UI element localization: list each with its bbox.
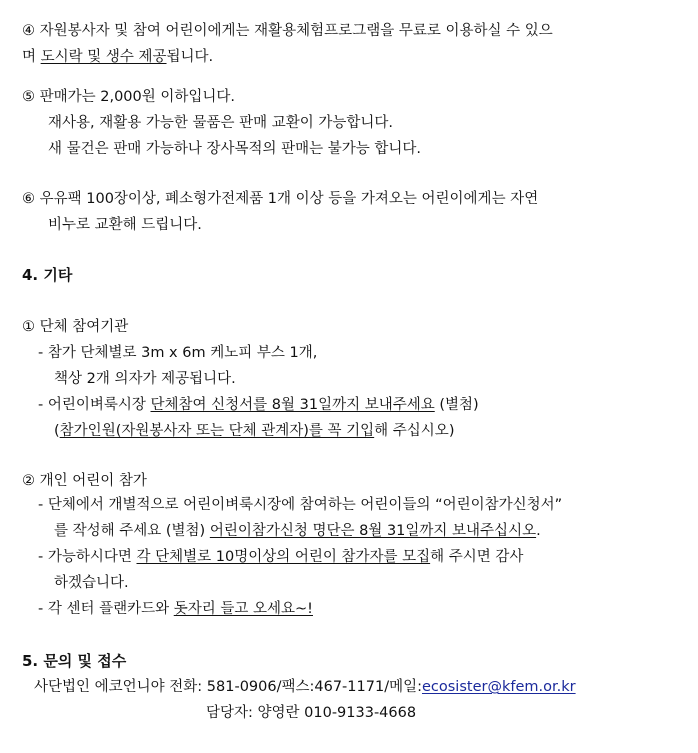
item5-line3: 새 물건은 판매 가능하나 장사목적의 판매는 불가능 합니다. bbox=[48, 141, 422, 157]
individual-bullet2-pre: - 가능하시다면 bbox=[38, 549, 137, 565]
item4-line2-post: 됩니다. bbox=[166, 49, 214, 65]
group-bullet2-line2 bbox=[54, 422, 454, 440]
group-title: ① 단체 참여기관 bbox=[22, 319, 129, 335]
item6-line1: ⑥ 우유팩 100장이상, 폐소형가전제품 1개 이상 등을 가져오는 어린이에게는 자연 bbox=[22, 191, 539, 207]
contact-line bbox=[34, 678, 576, 696]
individual-bullet1-line2-post: . bbox=[536, 523, 541, 539]
individual-bullet2-line2: 하겠습니다. bbox=[54, 575, 129, 591]
email-link[interactable]: ecosister@kfem.or.kr bbox=[421, 679, 576, 695]
item5-line2: 재사용, 재활용 가능한 물품은 판매 교환이 가능합니다. bbox=[48, 115, 394, 131]
group-bullet1-line1: - 참가 단체별로 3m x 6m 케노피 부스 1개, bbox=[38, 345, 318, 361]
manager-line: 담당자: 양영란 010-9133-4668 bbox=[206, 705, 417, 721]
group-bullet2-highlight: 단체참여 신청서를 8월 31일까지 보내주세요 bbox=[150, 397, 435, 413]
group-bullet2-line2-pre: ( bbox=[54, 423, 60, 439]
individual-bullet1-line2-pre: 를 작성해 주세요 (별첨) bbox=[54, 523, 210, 539]
individual-bullet3-highlight: 돗자리 들고 오세요~! bbox=[173, 601, 313, 617]
item4-line2-pre: 며 bbox=[22, 49, 41, 65]
group-bullet2-post: (별첨) bbox=[434, 397, 479, 413]
item6-line2: 비누로 교환해 드립니다. bbox=[48, 217, 202, 233]
item4-line2 bbox=[22, 48, 213, 66]
individual-bullet1-line2 bbox=[54, 522, 541, 540]
contact-text: 사단법인 에코언니야 전화: 581-0906/팩스:467-1171/메일: bbox=[34, 679, 422, 695]
individual-bullet2-post: 해 주시면 감사 bbox=[430, 549, 524, 565]
group-bullet2-line1 bbox=[38, 396, 479, 414]
individual-title: ② 개인 어린이 참가 bbox=[22, 473, 147, 489]
group-bullet2-line2-post: 해 주십시오) bbox=[374, 423, 455, 439]
item4-line1: ④ 자원봉사자 및 참여 어린이에게는 재활용체험프로그램을 무료로 이용하실 수 있으 bbox=[22, 23, 553, 39]
individual-bullet1-highlight: 어린이참가신청 명단은 8월 31일까지 보내주십시오 bbox=[209, 523, 537, 539]
item4-highlight: 도시락 및 생수 제공 bbox=[40, 49, 167, 65]
individual-bullet2-highlight: 각 단체별로 10명이상의 어린이 참가자를 모집 bbox=[136, 549, 431, 565]
individual-bullet3 bbox=[38, 600, 313, 618]
individual-bullet3-pre: - 각 센터 플랜카드와 bbox=[38, 601, 174, 617]
item5-line1: ⑤ 판매가는 2,000원 이하입니다. bbox=[22, 89, 236, 105]
group-bullet2-pre: - 어린이벼룩시장 bbox=[38, 397, 151, 413]
individual-bullet1-line1: - 단체에서 개별적으로 어린이벼룩시장에 참여하는 어린이들의 “어린이참가신청서” bbox=[38, 497, 563, 513]
group-bullet1-line2: 책상 2개 의자가 제공됩니다. bbox=[54, 371, 236, 387]
section4-heading: 4. 기타 bbox=[22, 266, 73, 284]
group-bullet2-line2-highlight: 참가인원(자원봉사자 또는 단체 관계자)를 꼭 기입 bbox=[59, 423, 375, 439]
section5-heading: 5. 문의 및 접수 bbox=[22, 652, 127, 670]
individual-bullet2-line1 bbox=[38, 548, 523, 566]
